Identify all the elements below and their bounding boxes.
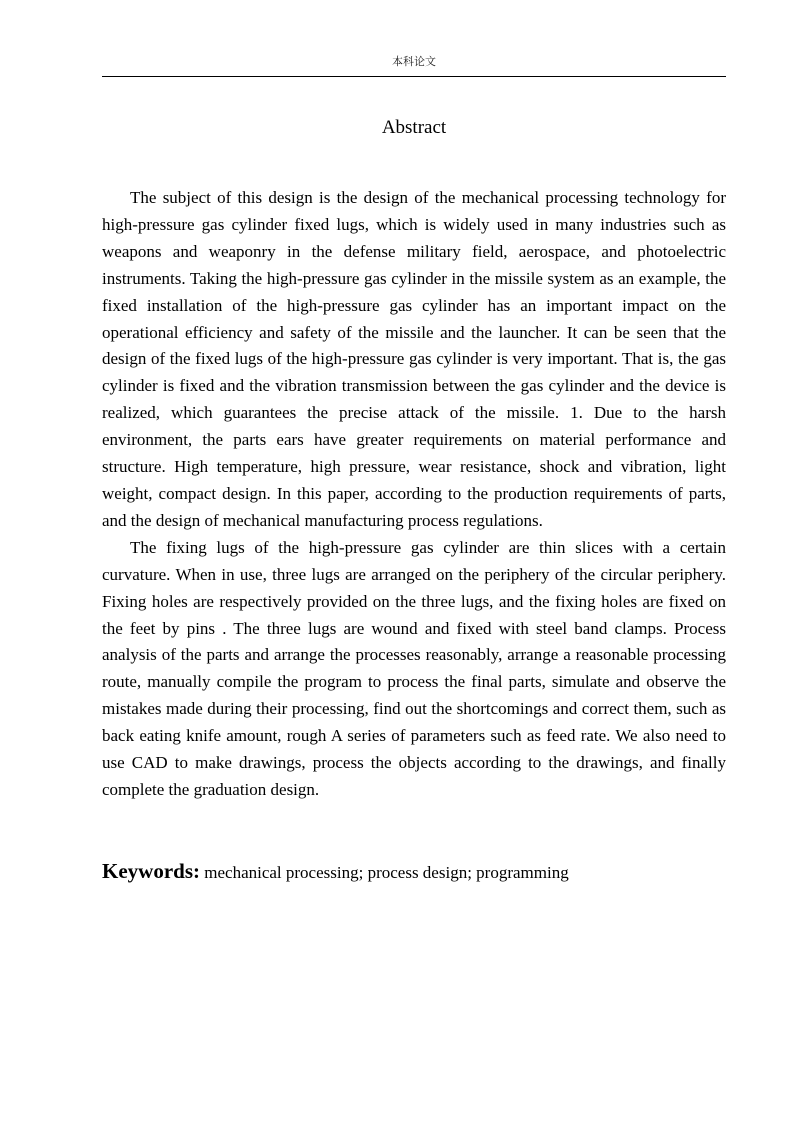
keywords-label: Keywords: xyxy=(102,859,200,883)
abstract-title: Abstract xyxy=(381,117,447,138)
header-rule xyxy=(102,76,726,77)
keywords xyxy=(102,858,726,886)
keywords-value: mechanical processing; process design; programming xyxy=(204,863,569,882)
page-header: 本科论文 xyxy=(392,55,436,68)
abstract-paragraph: The subject of this design is the design of the mechanical processing technology for high-pressure gas cylinder fixed lugs, which is widely used in many industries such as weapons and weaponry in the defense military field, aerospace, and photoelectric instruments. Taking the high-pressure gas cylinder in the missile system as an example, the fixed installation of the high-pressure gas cylinder has an important impact on the operational efficiency and safety of the missile and the launcher. It can be seen that the design of the fixed lugs of the high-pressure gas cylinder is very important. That is, the gas cylinder is fixed and the vibration transmission between the gas cylinder and the device is realized, which guarantees the precise attack of the missile. 1. Due to the harsh environment, the parts ears have greater requirements on material performance and structure. High temperature, high pressure, wear resistance, shock and vibration, light weight, compact design. In this paper, according to the production requirements of parts, and the design of mechanical manufacturing process regulations. xyxy=(102,188,726,530)
abstract-paragraph: The fixing lugs of the high-pressure gas cylinder are thin slices with a certain curvature. When in use, three lugs are arranged on the periphery of the circular periphery. Fixing holes are respectively provided on the three lugs, and the fixing holes are fixed on the feet by pins . The three lugs are wound and fixed with steel band clamps. Process analysis of the parts and arrange the processes reasonably, arrange a reasonable processing route, manually compile the program to process the final parts, simulate and observe the mistakes made during their processing, find out the shortcomings and correct them, such as back eating knife amount, rough A series of parameters such as feed rate. We also need to use CAD to make drawings, process the objects according to the drawings, and finally complete the graduation design. xyxy=(102,537,726,799)
abstract-body xyxy=(102,185,726,804)
